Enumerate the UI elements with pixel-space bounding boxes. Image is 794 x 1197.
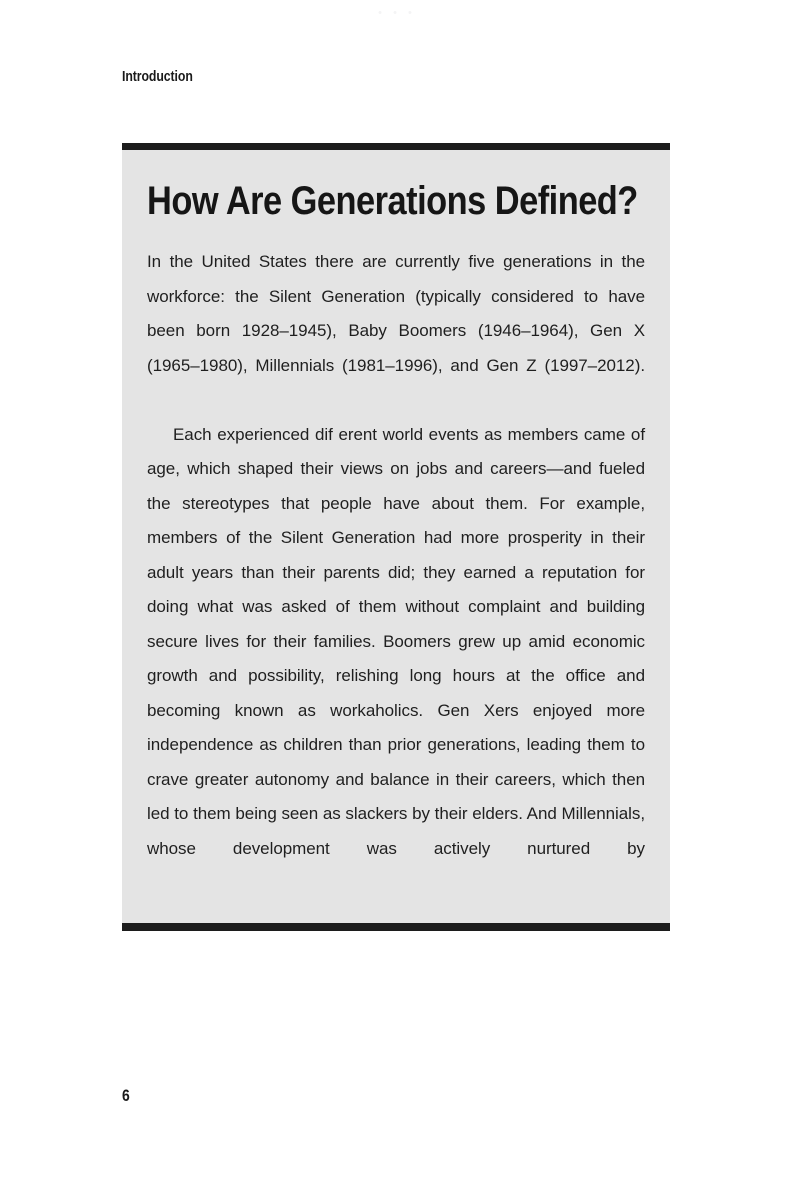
callout-top-rule: [122, 143, 670, 150]
callout-paragraph-1: In the United States there are currently five generations in the workforce: the Silent Generation (typically considered to have been born 1928–1945), Baby Boomers (1946–1964), Gen X (1965–1980), Millennials (1981–1996), and Gen Z (1997–2012).: [147, 252, 645, 375]
callout-bottom-rule: [122, 923, 670, 931]
callout-box: [122, 143, 670, 931]
callout-content: [122, 150, 670, 923]
page-number: 6: [122, 1086, 130, 1105]
callout-title: How Are Generations Defined?: [147, 179, 638, 223]
callout-paragraph-2: Each experienced dif erent world events as members came of age, which shaped their views on jobs and careers—and fueled the stereotypes that people have about them. For example, members of the Silent Generation had more prosperity in their adult years than their parents did; they earned a reputation for doing what was asked of them without complaint and building secure lives for their families. Boomers grew up amid economic growth and possibility, relishing long hours at the office and becoming known as workaholics. Gen Xers enjoyed more independence as children than prior generations, leading them to crave greater autonomy and balance in their careers, which then led to them being seen as slackers by their elders. And Millennials, whose development was actively nurtured by: [147, 424, 645, 858]
top-ornament-dots: • • •: [378, 7, 416, 19]
running-head: Introduction: [122, 68, 193, 85]
